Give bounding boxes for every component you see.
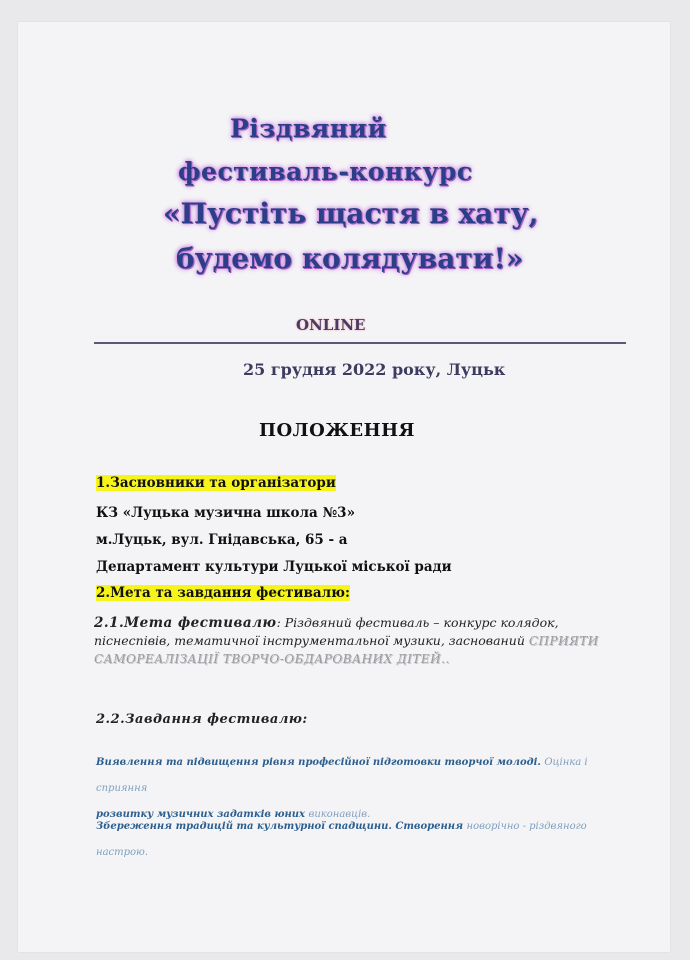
task-2-text: Збереження традицій та культурної спадщини. Створення [96, 821, 464, 832]
festival-title-line-2: фестиваль-конкурс [178, 157, 473, 186]
festival-title-line-1: Різдвяний [230, 114, 387, 143]
purpose-label: 2.1.Мета фестивалю [94, 615, 277, 631]
task-2 [96, 814, 636, 866]
purpose-faded-text: СПРИЯТИ САМОРЕАЛІЗАЦІЇ ТВОРЧО-ОБДАРОВАНИХ ДІТЕЙ.. [94, 634, 599, 666]
purpose-text: : Різдвяний фестиваль – конкурс колядок, піснеспівів, тематичної інструментальної музики, заснований [94, 615, 559, 648]
organizer-line-3: Департамент культури Луцької міської ради [96, 559, 452, 575]
task-1-text-2: розвитку музичних задатків юних [96, 809, 306, 820]
document-page [18, 22, 670, 952]
task-1-light-text: Оцінка і сприяння [96, 757, 588, 794]
section-1-title: 1.Засновники та організатори [96, 475, 336, 491]
task-1-text: Виявлення та підвищення рівня професійної підготовки творчої молоді. [96, 757, 541, 768]
festival-title-line-4: будемо колядувати!» [176, 242, 524, 275]
purpose-paragraph [94, 614, 634, 668]
task-1-light-text-2: виконавців. [308, 809, 371, 820]
format-label: ONLINE [296, 316, 366, 334]
section-2-title: 2.Мета та завдання фестивалю: [96, 585, 351, 601]
tasks-title: 2.2.Завдання фестивалю: [96, 712, 308, 727]
document-heading: ПОЛОЖЕННЯ [259, 420, 415, 441]
organizer-line-1: КЗ «Луцька музична школа №3» [96, 505, 356, 521]
task-2-light-text: новорічно - різдвяного настрою. [96, 821, 587, 858]
date-location: 25 грудня 2022 року, Луцьк [243, 360, 506, 379]
festival-title-line-3: «Пустіть щастя в хату, [163, 197, 539, 230]
divider [94, 342, 626, 344]
organizer-line-2: м.Луцьк, вул. Гнідавська, 65 - а [96, 532, 348, 548]
